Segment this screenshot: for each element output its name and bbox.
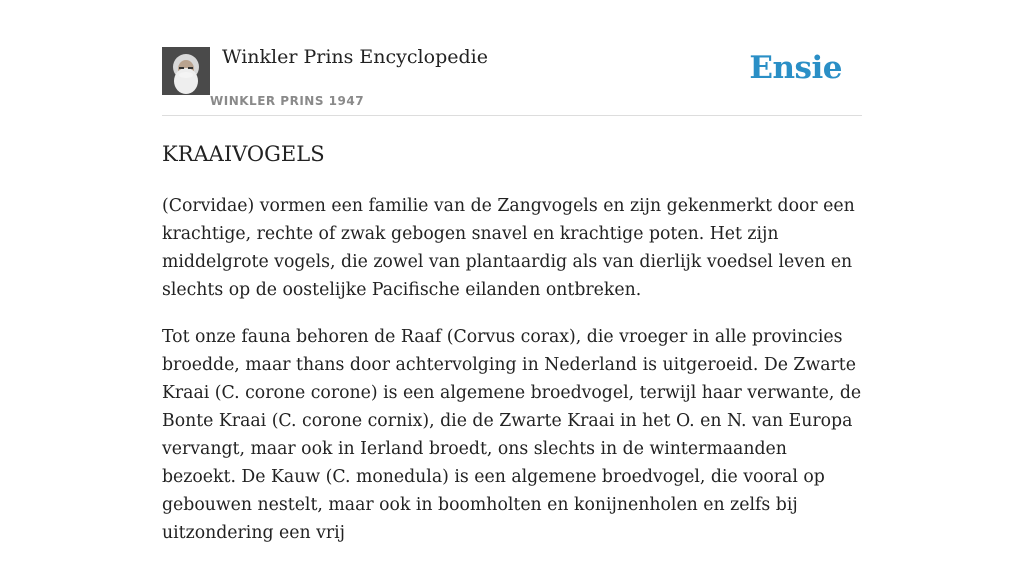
- article-body: [162, 192, 864, 566]
- article-paragraph: Tot onze fauna behoren de Raaf (Corvus corax), die vroeger in alle provincies broedde, maar thans door achtervolging in Nederland is uitgeroeid. De Zwarte Kraai (C. corone corone) is een algemene broedvogel, terwijl haar verwante, de Bonte Kraai (C. corone cornix), die de Zwarte Kraai in het O. en N. van Europa vervangt, maar ook in Ierland broedt, ons slechts in de wintermaanden bezoekt. De Kauw (C. monedula) is een algemene broedvogel, die vooral op gebouwen nestelt, maar ook in boomholten en konijnenholen en zelfs bij uitzondering een vrij: [162, 327, 862, 543]
- brand-logo[interactable]: Ensie: [749, 50, 842, 86]
- encyclopedia-name[interactable]: Winkler Prins Encyclopedie: [222, 46, 488, 68]
- edition-label[interactable]: WINKLER PRINS 1947: [210, 94, 365, 108]
- avatar[interactable]: [162, 47, 210, 95]
- page: [162, 0, 862, 543]
- header: [162, 0, 862, 116]
- portrait-icon: [162, 47, 210, 95]
- article-paragraph: (Corvidae) vormen een familie van de Zangvogels en zijn gekenmerkt door een krachtige, rechte of zwak gebogen snavel en krachtige poten. Het zijn middelgrote vogels, die zowel van plantaardig als van dierlijk voedsel leven en slechts op de oostelijke Pacifische eilanden ontbreken.: [162, 196, 855, 300]
- article-title: KRAAIVOGELS: [162, 142, 325, 166]
